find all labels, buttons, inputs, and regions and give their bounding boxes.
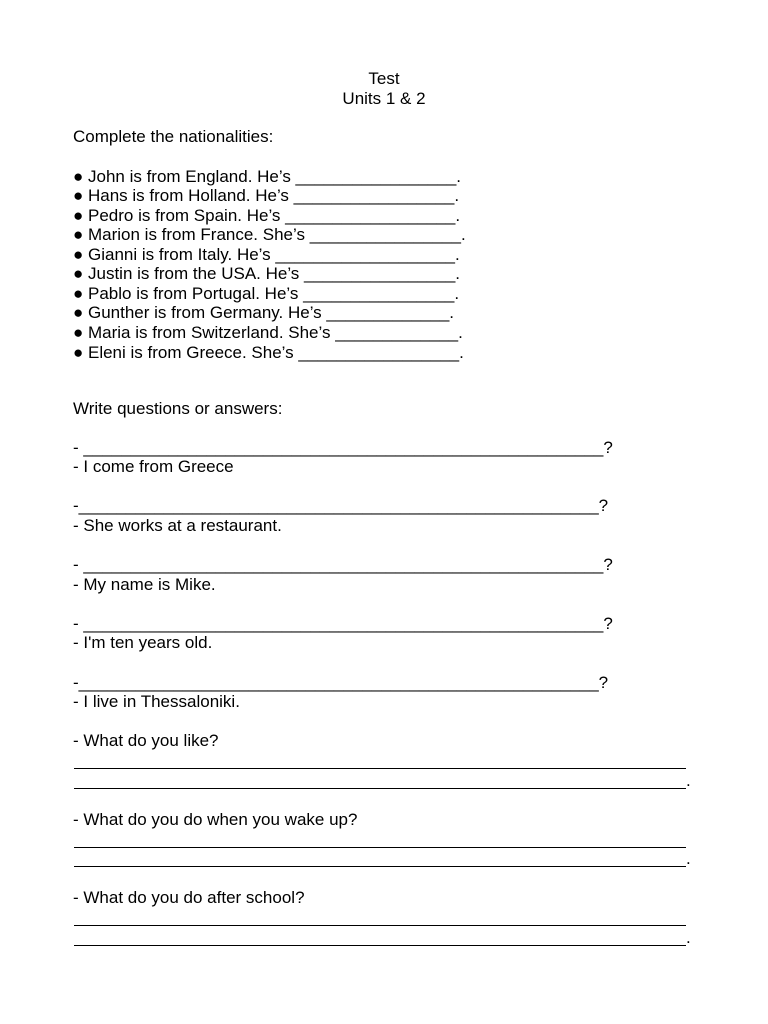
answer-line: - I live in Thessaloniki. [73,692,240,711]
page-subtitle: Units 1 & 2 [342,89,426,108]
open-question: - What do you do when you wake up? [73,810,358,829]
open-question: - What do you like? [73,731,219,750]
answer-rule [74,788,686,789]
open-question: - What do you do after school? [73,888,305,907]
section-heading-questions: Write questions or answers: [73,399,283,418]
answer-rule [74,945,686,946]
nationality-item: ● Gianni is from Italy. He’s ___________________. [73,245,460,264]
line-end-period: . [686,771,691,790]
nationality-item: ● Pedro is from Spain. He’s __________________. [73,206,461,225]
nationality-item: ● Pablo is from Portugal. He’s ________________. [73,284,460,303]
question-blank: -_______________________________________________________? [73,496,609,515]
page-title: Test [368,69,400,88]
answer-line: - My name is Mike. [73,575,216,594]
question-blank: - _______________________________________________________? [73,614,613,633]
nationality-item: ● Hans is from Holland. He’s _________________. [73,186,460,205]
nationality-item: ● Justin is from the USA. He’s ________________. [73,264,461,283]
question-blank: -_______________________________________________________? [73,673,609,692]
answer-line: - I come from Greece [73,457,234,476]
answer-rule [74,847,686,848]
nationality-item: ● Eleni is from Greece. She’s _________________. [73,343,464,362]
nationality-item: ● Gunther is from Germany. He’s _____________. [73,303,455,322]
answer-line: - I'm ten years old. [73,633,213,652]
nationality-item: ● Maria is from Switzerland. She’s _____________. [73,323,463,342]
question-blank: - _______________________________________________________? [73,438,613,457]
nationality-item: ● John is from England. He’s _________________. [73,167,462,186]
question-blank: - _______________________________________________________? [73,555,613,574]
nationality-item: ● Marion is from France. She’s ________________. [73,225,466,244]
answer-rule [74,768,686,769]
line-end-period: . [686,928,691,947]
answer-rule [74,925,686,926]
section-heading-nationalities: Complete the nationalities: [73,127,274,146]
line-end-period: . [686,849,691,868]
answer-rule [74,866,686,867]
answer-line: - She works at a restaurant. [73,516,282,535]
